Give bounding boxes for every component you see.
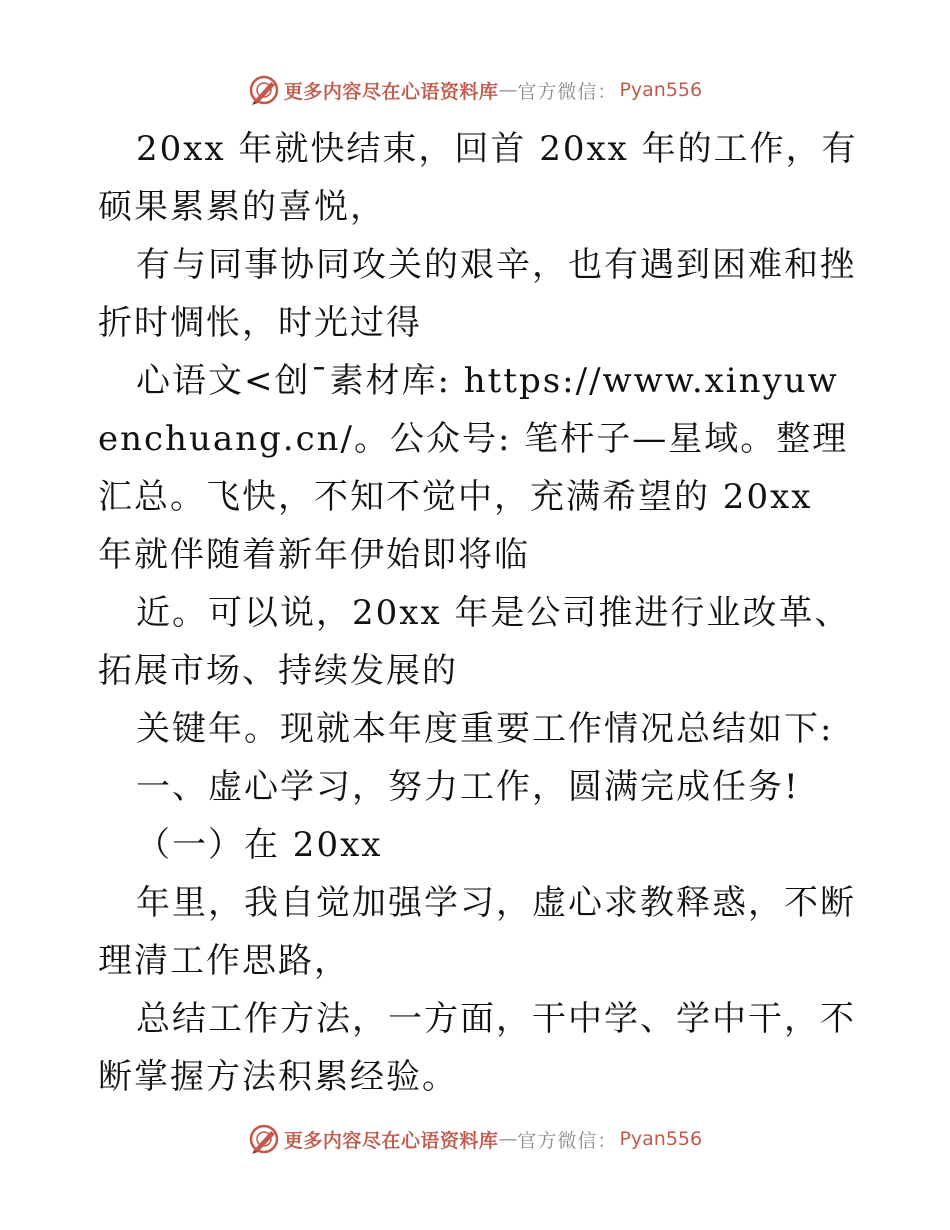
footer-banner: [0, 1119, 950, 1159]
paragraph-4: 近。可以说，20xx 年是公司推进行业改革、拓展市场、持续发展的: [98, 593, 851, 691]
banner-wechat-id: Pyan556: [619, 1128, 703, 1150]
banner-main-text: 更多内容尽在心语资料库: [283, 1129, 499, 1152]
banner-dash: —: [498, 79, 518, 101]
banner-wechat-label: 官方微信：: [517, 1129, 618, 1152]
paragraph-7: 总结工作方法，一方面，干中学、学中干，不断掌握方法积累经验。: [98, 999, 856, 1097]
document-body: [98, 120, 858, 1106]
banner-main-text: 更多内容尽在心语资料库: [283, 80, 499, 103]
pen-logo-icon: [248, 1123, 280, 1155]
banner-dash: —: [498, 1128, 518, 1150]
banner-wechat-label: 官方微信：: [517, 80, 618, 103]
paragraph-2: 有与同事协同攻关的艰辛，也有遇到困难和挫折时惆怅，时光过得: [98, 245, 856, 343]
banner-wechat-id: Pyan556: [619, 79, 703, 101]
subsection-heading-1: （一）在 20xx: [136, 825, 383, 865]
paragraph-1: 20xx 年就快结束，回首 20xx 年的工作，有硕果累累的喜悦，: [98, 129, 858, 227]
paragraph-5: 关键年。现就本年度重要工作情况总结如下:: [136, 709, 834, 749]
section-heading-1: 一、虚心学习，努力工作，圆满完成任务!: [136, 767, 800, 807]
pen-logo-icon: [248, 74, 280, 106]
header-banner: [0, 70, 950, 110]
paragraph-3: 心语文<创¯素材库: https://www.xinyuwenchuang.cn/。公众号: 笔杆子—星域。整理汇总。飞快，不知不觉中，充满希望的 20xx 年就伴随着新年伊始即将临: [98, 361, 849, 575]
paragraph-6: 年里，我自觉加强学习，虚心求教释惑，不断理清工作思路，: [98, 883, 856, 981]
